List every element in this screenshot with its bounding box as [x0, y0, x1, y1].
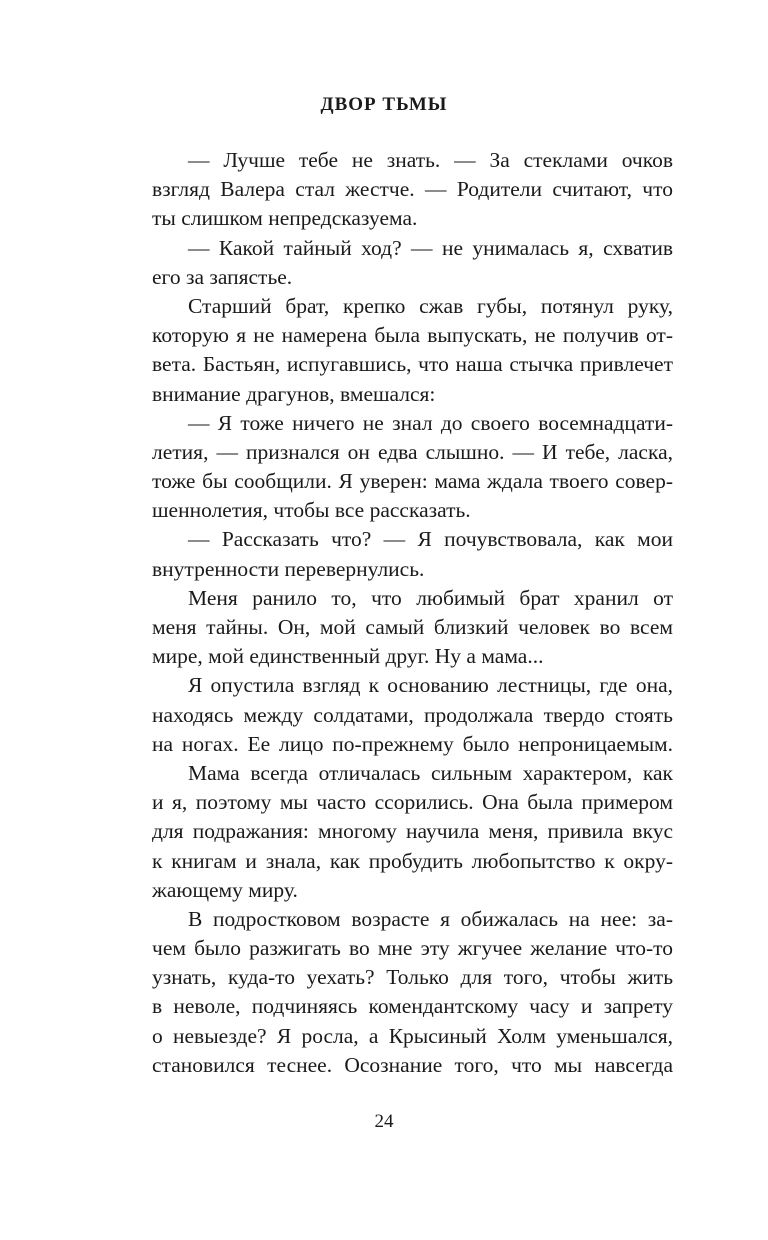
running-head: ДВОР ТЬМЫ — [320, 94, 448, 115]
text-line: — Рассказать что? — Я почувствовала, как мои — [188, 527, 673, 552]
text-line: взгляд Валера стал жестче. — Родители считают, что — [152, 177, 673, 202]
text-line: вета. Бастьян, испугавшись, что наша стычка привлечет — [152, 352, 673, 377]
text-line: — Я тоже ничего не знал до своего восемнадцати- — [188, 410, 673, 435]
text-line: в неволе, подчиняясь комендантскому часу и запрету — [152, 994, 673, 1019]
body-text — [152, 146, 673, 1080]
text-line: ты слишком непредсказуема. — [152, 206, 418, 231]
text-line: — Какой тайный ход? — не унималась я, схватив — [188, 235, 673, 260]
text-line: Мама всегда отличалась сильным характером, как — [188, 760, 673, 785]
text-line: к книгам и знала, как пробудить любопытство к окру- — [152, 848, 673, 873]
text-line: В подростковом возрасте я обижалась на нее: за- — [188, 906, 673, 931]
text-line: и я, поэтому мы часто ссорились. Она была примером — [152, 790, 673, 815]
text-line: о невыезде? Я росла, а Крысиный Холм уменьшался, — [152, 1023, 673, 1048]
text-line: летия, — признался он едва слышно. — И тебе, ласка, — [152, 439, 673, 464]
text-line: жающему миру. — [152, 877, 298, 902]
text-line: шеннолетия, чтобы все рассказать. — [152, 498, 471, 523]
text-line: Старший брат, крепко сжав губы, потянул руку, — [188, 293, 673, 318]
text-line: Я опустила взгляд к основанию лестницы, где она, — [188, 673, 673, 698]
text-line: внимание драгунов, вмешался: — [152, 381, 436, 406]
text-line: — Лучше тебе не знать. — За стеклами очков — [188, 148, 673, 172]
text-line: чем было разжигать во мне эту жгучее желание что-то — [152, 936, 673, 961]
text-line: Меня ранило то, что любимый брат хранил от — [188, 585, 673, 610]
text-line: которую я не намерена была выпускать, не получив от- — [152, 323, 673, 348]
text-line: становился теснее. Осознание того, что мы навсегда — [152, 1052, 673, 1077]
text-line: узнать, куда-то уехать? Только для того, чтобы жить — [152, 965, 673, 990]
text-line: его за запястье. — [152, 264, 293, 289]
text-line: на ногах. Ее лицо по-прежнему было непроницаемым. — [152, 731, 673, 756]
text-line: тоже бы сообщили. Я уверен: мама ждала твоего совер- — [152, 469, 673, 494]
text-line: внутренности перевернулись. — [152, 556, 425, 581]
text-line: мире, мой единственный друг. Ну а мама... — [152, 644, 544, 669]
text-line: находясь между солдатами, продолжала твердо стоять — [152, 702, 673, 727]
page-number: 24 — [374, 1111, 394, 1132]
text-line: меня тайны. Он, мой самый близкий человек во всем — [152, 615, 673, 639]
text-line: для подражания: многому научила меня, привила вкус — [152, 819, 673, 844]
